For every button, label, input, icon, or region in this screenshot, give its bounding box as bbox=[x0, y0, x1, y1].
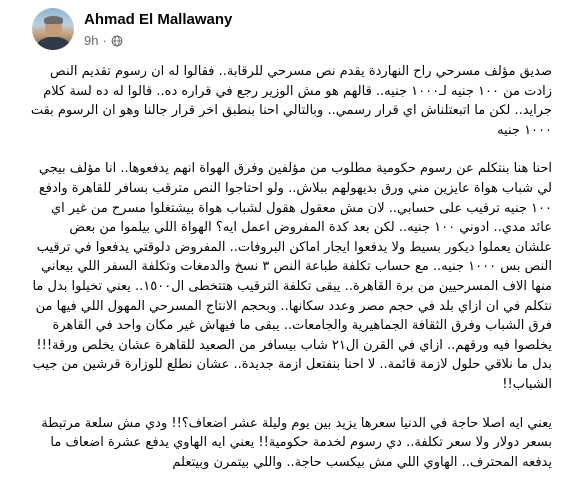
post-paragraph: يعني ايه اصلا حاجة في الدنيا سعرها يزيد بين يوم وليلة عشر اضعاف؟!! ودي مش سلعة مرتبطة بسعر دولار ولا سعر تكلفة.. دي رسوم لخدمة حكومية!! يعني ايه الهاوي يدفع عشرة اضعاف ما يدفعه المحترف.. الهاوي اللي مش بيكسب حاجة.. واللي بيتمرن وبيتعلم bbox=[41, 415, 552, 470]
post-paragraph: احنا هنا بنتكلم عن رسوم حكومية مطلوب من مؤلفين وفرق الهواة انهم يدفعوها.. انا مؤلف بيجي لي شباب هواة عايزين مني ورق بديهولهم ببلاش.. ولو احتاجوا النص مترقب بسافر للقاهرة وادفع ١٠٠ جنيه ترقيب على حسابي.. لان مش معقول هقول لشباب هواة بيشتغلوا مسرح من غير اي عائد مدي.. ادوني ١٠٠ جنيه.. لكن بعد كدة المفروض اعمل ايه؟ الهواة اللي بيلموا من بعض علشان يعملوا ديكور بسيط ولا يدفعوا ايجار اماكن البروفات.. المفروض دلوقتي يدفعوا في ترقيب النص بس ١٠٠٠ جنيه.. مع حساب تكلفة طباعة النص ٣ نسخ والدمغات وتكلفة السفر اللي بيعاني منها الاف المسرحيين من برة القاهرة.. يبقى تكلفة الترقيب هتتخطى ال١٥٠٠.. يعني تخيلوا بدل ما نتكلم في ان ازاي بلد في حجم مصر وعدد سكانها.. وبحجم الانتاج المسرحي المهول اللي فيها من فرق الشباب وفرق الثقافة الجماهيرية والجامعات.. يبقى ما فيهاش غير مكان واحد في القاهرة يخلصوا فيه ورقهم.. ازاي في القرن ال٢١ شاب بيسافر من الصعيد للقاهرة عشان يخلص ورقة!!! بدل ما نلاقي حلول لازمة قائمة.. لا احنا بنفتعل ازمة جديدة.. عشان نطلع للوزارة قرشين من جيب الشباب!! bbox=[32, 161, 552, 392]
author-avatar[interactable] bbox=[32, 8, 74, 50]
post-paragraph: صديق مؤلف مسرحي راح النهاردة يقدم نص مسرحي للرقابة.. فقالوا له ان رسوم تقديم النص زادت من ١٠٠ جنيه لـ١٠٠٠ جنيه.. قالهم هو مش الوزير رجع في قراره ده.. قالوا له ده لسة كلام جرايد.. لكن ما اتبعتلناش اي قرار رسمي.. وبالتالي احنا بنطبق اخر قرار جالنا وهو ان الرسوم بقت ١٠٠٠ جنيه bbox=[30, 64, 552, 138]
globe-icon[interactable] bbox=[111, 35, 123, 47]
avatar-shirt bbox=[37, 37, 70, 50]
author-name[interactable]: Ahmad El Mallawany bbox=[84, 11, 233, 28]
avatar-hair bbox=[44, 16, 63, 24]
post-time[interactable]: 9h bbox=[84, 33, 99, 48]
post-body bbox=[30, 62, 552, 491]
meta-separator: · bbox=[102, 33, 107, 48]
post-meta bbox=[84, 33, 123, 48]
